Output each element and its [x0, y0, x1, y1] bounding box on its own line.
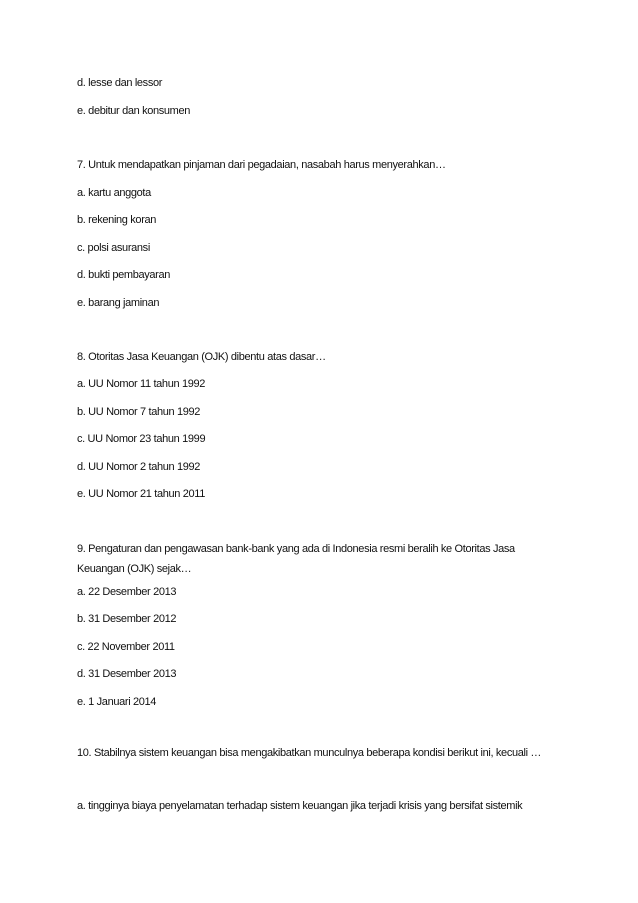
option-d-q7: d. bukti pembayaran [77, 269, 171, 281]
option-e-q9: e. 1 Januari 2014 [77, 696, 157, 708]
question-10: 10. Stabilnya sistem keuangan bisa mengakibatkan munculnya beberapa kondisi berikut ini, kecuali … [77, 747, 542, 759]
option-a-q9: a. 22 Desember 2013 [77, 586, 177, 598]
option-e-q7: e. barang jaminan [77, 297, 160, 309]
option-d-q6: d. lesse dan lessor [77, 77, 163, 89]
option-c-q8: c. UU Nomor 23 tahun 1999 [77, 433, 206, 445]
question-7: 7. Untuk mendapatkan pinjaman dari pegadaian, nasabah harus menyerahkan… [77, 159, 446, 171]
option-a-q7: a. kartu anggota [77, 187, 151, 199]
option-a-q10: a. tingginya biaya penyelamatan terhadap sistem keuangan jika terjadi krisis yang bersifat sistemik [77, 800, 523, 812]
question-9: 9. Pengaturan dan pengawasan bank-bank yang ada di Indonesia resmi beralih ke Otoritas Jasa Keuangan (OJK) sejak… [77, 543, 515, 575]
option-e-q6: e. debitur dan konsumen [77, 105, 191, 117]
option-a-q8: a. UU Nomor 11 tahun 1992 [77, 378, 206, 390]
option-c-q7: c. polsi asuransi [77, 242, 150, 254]
option-d-q8: d. UU Nomor 2 tahun 1992 [77, 461, 201, 473]
option-e-q8: e. UU Nomor 21 tahun 2011 [77, 488, 206, 500]
option-d-q9: d. 31 Desember 2013 [77, 668, 177, 680]
option-b-q7: b. rekening koran [77, 214, 157, 226]
question-8: 8. Otoritas Jasa Keuangan (OJK) dibentu atas dasar… [77, 351, 326, 363]
option-b-q8: b. UU Nomor 7 tahun 1992 [77, 406, 201, 418]
option-c-q9: c. 22 November 2011 [77, 641, 175, 653]
option-b-q9: b. 31 Desember 2012 [77, 613, 177, 625]
